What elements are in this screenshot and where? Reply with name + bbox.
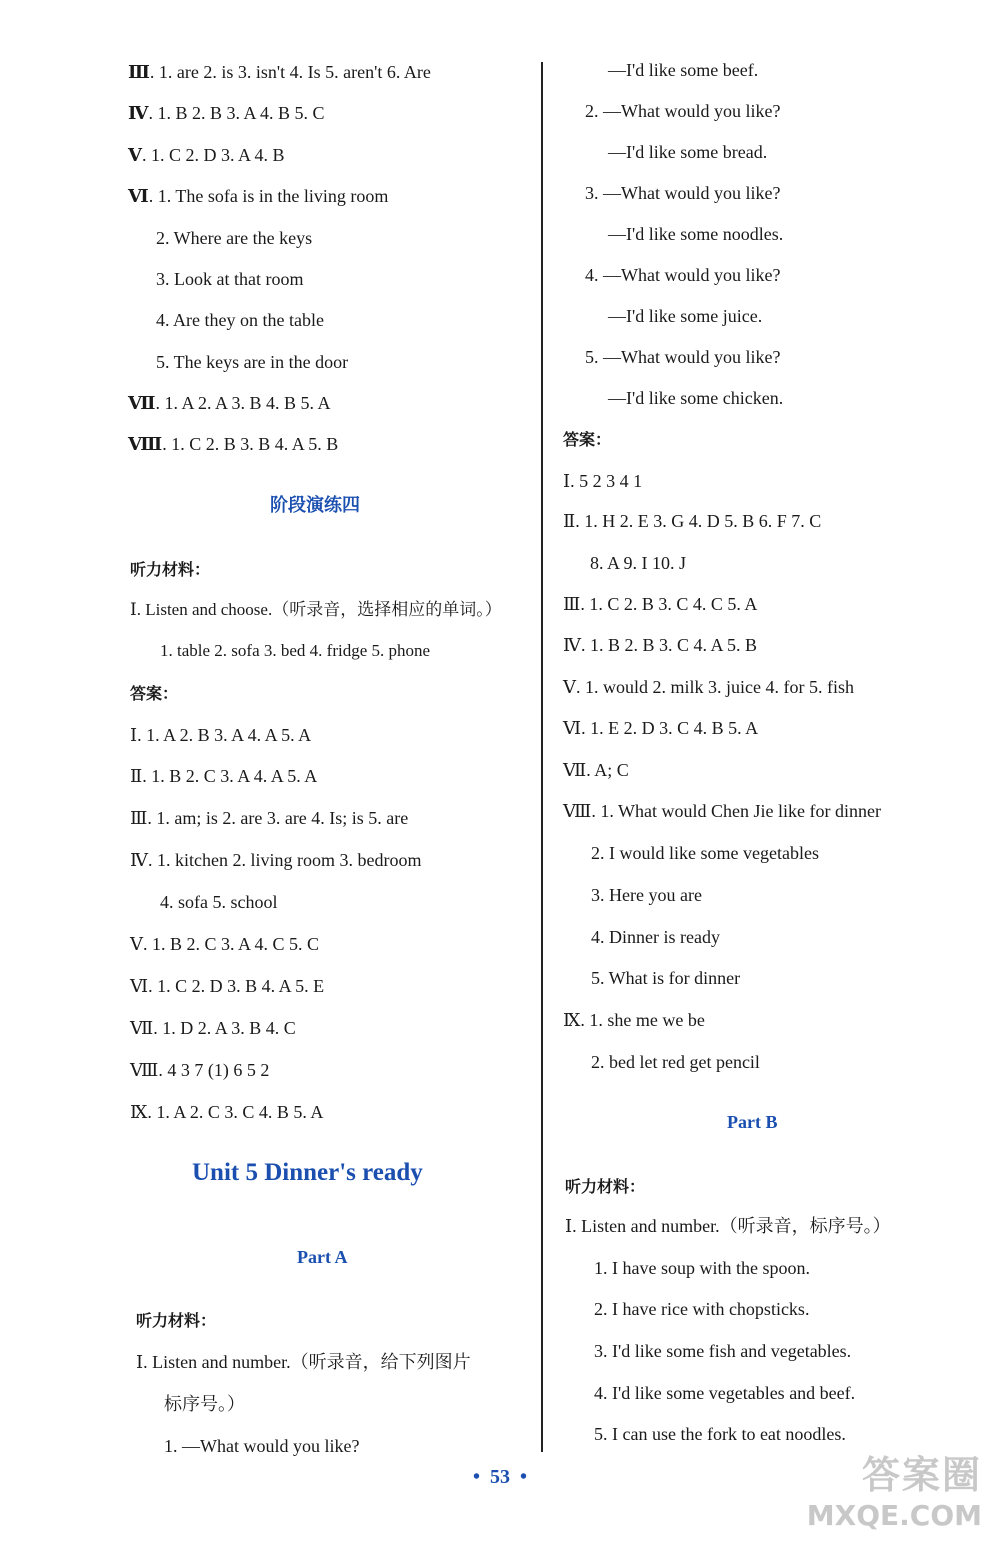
answer-line: 3. Look at that room	[156, 269, 304, 289]
answer-line: 2. Where are the keys	[156, 228, 313, 248]
listen-item: 5. I can use the fork to eat noodles.	[594, 1424, 846, 1444]
part-b-heading: Part B	[727, 1112, 778, 1132]
answer-line: 5. The keys are in the door	[156, 352, 349, 372]
dialog-line: —I'd like some juice.	[608, 306, 763, 326]
answer-line: Ⅸ. 1. A 2. C 3. C 4. B 5. A	[130, 1102, 324, 1122]
listen-instruction: Ⅰ. Listen and number.（听录音，给下列图片	[136, 1352, 471, 1372]
dialog-line: 3. —What would you like?	[585, 183, 781, 203]
listening-label: 听力材料：	[565, 1177, 646, 1196]
answer-line: Ⅰ. 5 2 3 4 1	[563, 471, 643, 491]
answer-line: Ⅲ. 1. are 2. is 3. isn't 4. Is 5. aren't 6. Are	[128, 62, 431, 82]
page-number: • 53 •	[472, 1466, 528, 1488]
dialog-line: —I'd like some chicken.	[608, 388, 784, 408]
dialog-line: —I'd like some noodles.	[608, 224, 784, 244]
answer-label: 答案：	[130, 684, 179, 703]
answer-line: Ⅶ. 1. A 2. A 3. B 4. B 5. A	[128, 393, 331, 413]
site-watermark	[807, 1444, 982, 1532]
answer-line: Ⅱ. 1. B 2. C 3. A 4. A 5. A	[130, 766, 318, 786]
listen-item: 3. I'd like some fish and vegetables.	[594, 1341, 852, 1361]
answer-line: Ⅶ. A; C	[563, 760, 629, 780]
listen-instruction-cont: 标序号。）	[164, 1394, 245, 1414]
dialog-line: —I'd like some bread.	[608, 142, 768, 162]
answer-line: Ⅲ. 1. am; is 2. are 3. are 4. Is; is 5. are	[130, 808, 409, 828]
answer-line: Ⅸ. 1. she me we be	[563, 1010, 705, 1030]
answer-label: 答案：	[563, 430, 612, 449]
dialog-line: 2. —What would you like?	[585, 101, 781, 121]
answer-line: Ⅱ. 1. H 2. E 3. G 4. D 5. B 6. F 7. C	[563, 511, 822, 531]
listen-instruction: Ⅰ. Listen and number.（听录音，标序号。）	[565, 1216, 891, 1236]
answer-line: Ⅵ. 1. The sofa is in the living room	[128, 186, 389, 206]
listen-item: 1. I have soup with the spoon.	[594, 1258, 810, 1278]
answer-line: Ⅰ. 1. A 2. B 3. A 4. A 5. A	[130, 725, 312, 745]
answer-line: Ⅷ. 1. What would Chen Jie like for dinner	[563, 801, 881, 821]
answer-line: 4. Dinner is ready	[591, 927, 720, 947]
part-a-heading: Part A	[297, 1247, 348, 1267]
answer-line: Ⅶ. 1. D 2. A 3. B 4. C	[130, 1018, 296, 1038]
listen-item: 2. I have rice with chopsticks.	[594, 1299, 810, 1319]
answer-line: 5. What is for dinner	[591, 968, 741, 988]
listening-label: 听力材料：	[136, 1311, 217, 1330]
column-divider	[541, 62, 543, 1452]
listen-item: 4. I'd like some vegetables and beef.	[594, 1383, 856, 1403]
answer-line: Ⅴ. 1. would 2. milk 3. juice 4. for 5. fish	[563, 677, 854, 697]
unit-title: Unit 5 Dinner's ready	[192, 1159, 423, 1186]
answer-line: 2. I would like some vegetables	[591, 843, 819, 863]
watermark-logo-text: 答案圈	[861, 1453, 982, 1497]
answer-line: Ⅳ. 1. B 2. B 3. A 4. B 5. C	[128, 103, 325, 123]
answer-line: Ⅳ. 1. B 2. B 3. C 4. A 5. B	[563, 635, 758, 655]
dialog-line: —I'd like some beef.	[608, 60, 759, 80]
answer-line: 4. Are they on the table	[156, 310, 324, 330]
dialog-line: 5. —What would you like?	[585, 347, 781, 367]
answer-line: Ⅲ. 1. C 2. B 3. C 4. C 5. A	[563, 594, 758, 614]
word-list: 1. table 2. sofa 3. bed 4. fridge 5. phone	[160, 641, 431, 660]
answer-line: Ⅵ. 1. E 2. D 3. C 4. B 5. A	[563, 718, 759, 738]
answer-line: Ⅷ. 4 3 7 (1) 6 5 2	[130, 1060, 270, 1080]
dialog-line: 4. —What would you like?	[585, 265, 781, 285]
listening-label: 听力材料：	[130, 560, 211, 579]
answer-line: Ⅴ. 1. B 2. C 3. A 4. C 5. C	[130, 934, 320, 954]
answer-line: Ⅴ. 1. C 2. D 3. A 4. B	[128, 145, 285, 165]
dialog-line: 1. —What would you like?	[164, 1436, 360, 1456]
answer-line: Ⅵ. 1. C 2. D 3. B 4. A 5. E	[130, 976, 325, 996]
listen-instruction: Ⅰ. Listen and choose.（听录音，选择相应的单词。）	[130, 600, 502, 619]
answer-line: Ⅷ. 1. C 2. B 3. B 4. A 5. B	[128, 434, 339, 454]
section-title: 阶段演练四	[270, 495, 360, 516]
answer-line: 2. bed let red get pencil	[591, 1052, 760, 1072]
answer-line: 8. A 9. I 10. J	[590, 553, 687, 573]
watermark-url: MXQE.COM	[806, 1499, 982, 1532]
answer-line: 3. Here you are	[591, 885, 702, 905]
answer-line: Ⅳ. 1. kitchen 2. living room 3. bedroom	[130, 850, 422, 870]
answer-line: 4. sofa 5. school	[160, 892, 278, 912]
